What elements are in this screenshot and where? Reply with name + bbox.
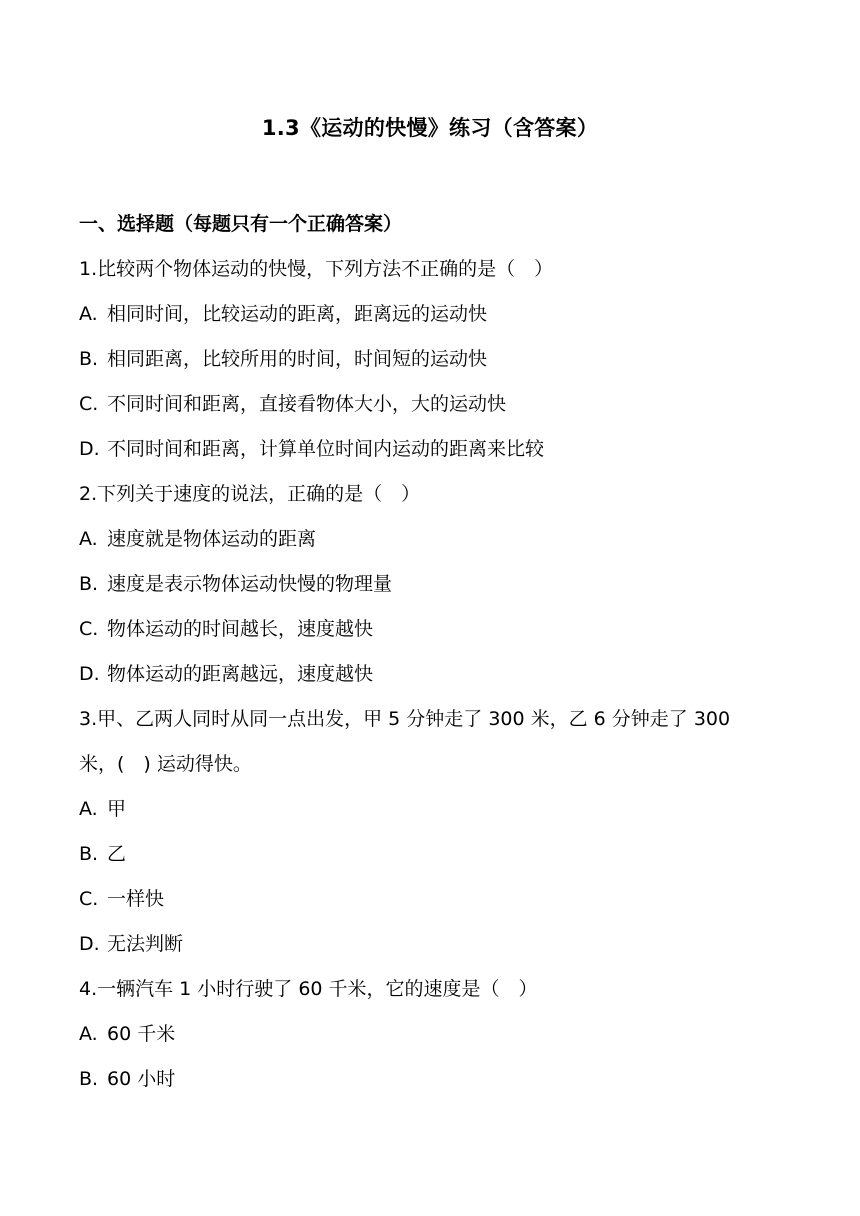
option-text: 无法判断 — [107, 933, 184, 955]
question-2-stem: 2.下列关于速度的说法，正确的是（ ） — [79, 483, 421, 505]
option-letter: B. — [79, 1068, 99, 1090]
question-2-option-a — [79, 517, 789, 562]
question-3-stem-line-2: 米，( ) 运动得快。 — [79, 753, 252, 775]
option-letter: D. — [79, 438, 100, 460]
question-3-option-b — [79, 832, 789, 877]
question-1-stem: 1.比较两个物体运动的快慢，下列方法不正确的是（ ） — [79, 258, 554, 280]
option-letter: D. — [79, 933, 100, 955]
option-text: 相同距离，比较所用的时间，时间短的运动快 — [107, 348, 488, 370]
question-4-stem: 4.一辆汽车 1 小时行驶了 60 千米，它的速度是（ ） — [79, 978, 538, 1000]
option-text: 60 千米 — [107, 1023, 176, 1045]
question-4-option-a — [79, 1012, 789, 1057]
option-text: 一样快 — [107, 888, 165, 910]
option-letter: D. — [79, 663, 100, 685]
option-letter: A. — [79, 798, 98, 820]
option-text: 物体运动的时间越长，速度越快 — [107, 618, 374, 640]
question-4-option-b — [79, 1057, 789, 1102]
option-letter: C. — [79, 618, 99, 640]
option-text: 速度就是物体运动的距离 — [107, 528, 317, 550]
question-1-option-c — [79, 382, 789, 427]
document-body — [79, 202, 789, 1102]
option-letter: B. — [79, 573, 99, 595]
question-2-option-d — [79, 652, 789, 697]
question-3-stem-line-1: 3.甲、乙两人同时从同一点出发，甲 5 分钟走了 300 米，乙 6 分钟走了 300 — [79, 708, 731, 730]
document-title: 1.3《运动的快慢》练习（含答案） — [261, 116, 599, 140]
option-text: 物体运动的距离越远，速度越快 — [107, 663, 374, 685]
option-letter: A. — [79, 528, 98, 550]
question-3-option-c — [79, 877, 789, 922]
question-2-option-b — [79, 562, 789, 607]
section-heading: 一、选择题（每题只有一个正确答案） — [79, 213, 403, 235]
question-1-option-d — [79, 427, 789, 472]
option-text: 不同时间和距离，直接看物体大小，大的运动快 — [107, 393, 507, 415]
question-3-option-a — [79, 787, 789, 832]
option-letter: C. — [79, 393, 99, 415]
option-text: 60 小时 — [107, 1068, 176, 1090]
option-text: 速度是表示物体运动快慢的物理量 — [107, 573, 393, 595]
option-text: 不同时间和距离，计算单位时间内运动的距离来比较 — [107, 438, 545, 460]
option-text: 甲 — [107, 798, 127, 820]
option-text: 乙 — [107, 843, 127, 865]
option-letter: B. — [79, 348, 99, 370]
option-letter: A. — [79, 303, 98, 325]
question-3-option-d — [79, 922, 789, 967]
option-text: 相同时间，比较运动的距离，距离远的运动快 — [107, 303, 488, 325]
question-1-option-a — [79, 292, 789, 337]
option-letter: B. — [79, 843, 99, 865]
question-2-option-c — [79, 607, 789, 652]
option-letter: A. — [79, 1023, 98, 1045]
option-letter: C. — [79, 888, 99, 910]
question-1-option-b — [79, 337, 789, 382]
